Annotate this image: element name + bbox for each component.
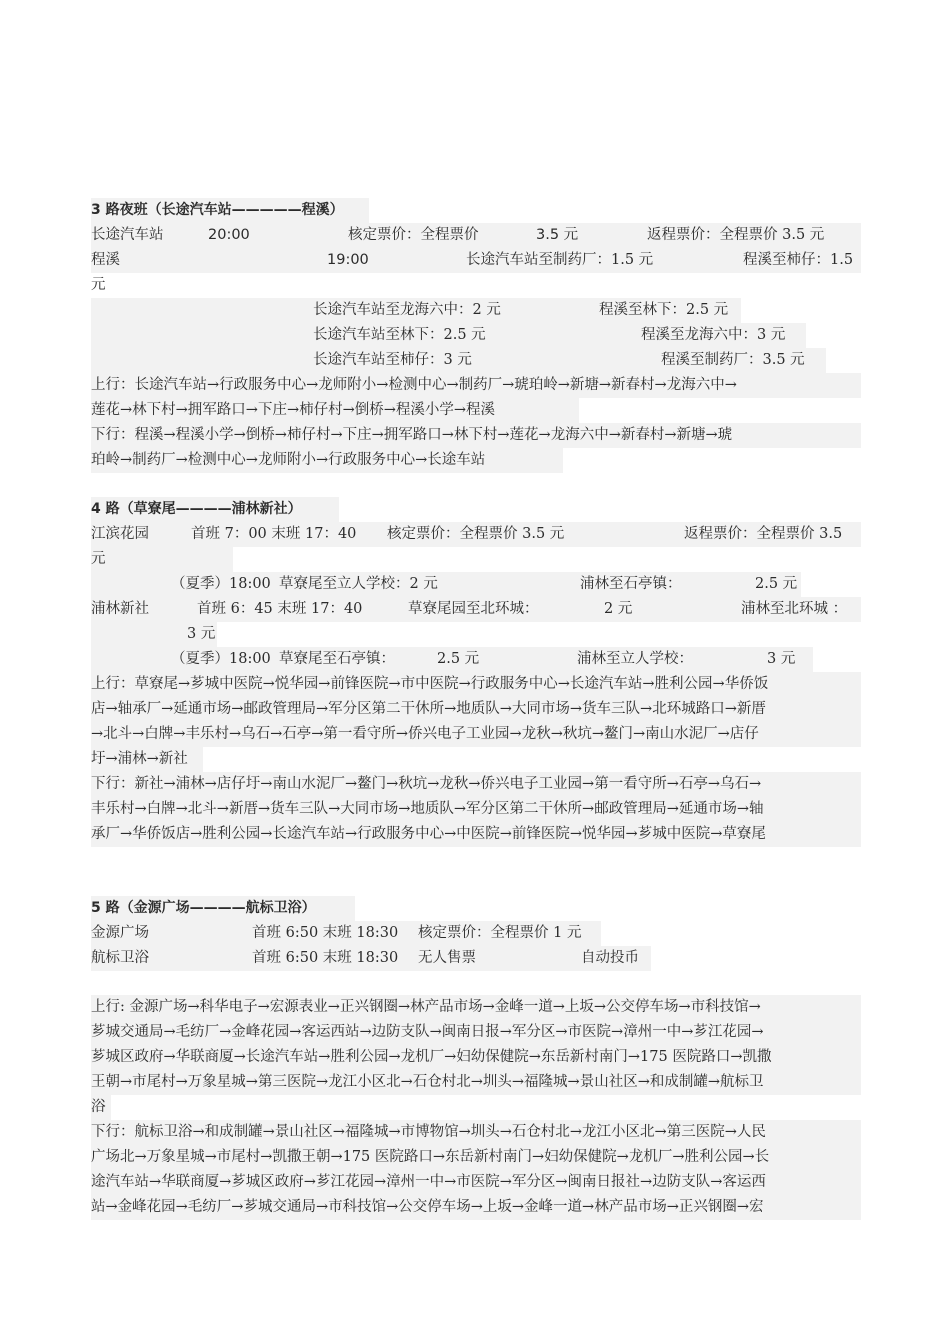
route3-fare-segment: 长途汽车站至柿仔：3 元 bbox=[313, 352, 472, 368]
route4-row3-cont bbox=[91, 622, 217, 647]
route4-row2 bbox=[91, 572, 801, 597]
route4-summer-time: （夏季）18:00 bbox=[171, 651, 271, 667]
route4-fare-label: 核定票价：全程票价 3.5 元 bbox=[387, 526, 565, 542]
route3-return-fare: 返程票价：全程票价 3.5 元 bbox=[647, 227, 825, 243]
route3-down-line-2: 珀岭→制药厂→检测中心→龙师附小→行政服务中心→长途车站 bbox=[91, 448, 563, 473]
route5-down-line-2: 广场北→万象星城→市尾村→凯撒王朝→175 医院路口→东岳新村南门→妇幼保健院→龙机厂→胜利公园→长 bbox=[91, 1145, 861, 1170]
route5-title: 5 路（金源广场————航标卫浴） bbox=[91, 896, 355, 921]
route4-fare-segment: 浦林至立人学校： bbox=[577, 651, 693, 667]
route4-down-line-3: 承厂→华侨饭店→胜利公园→长途汽车站→行政服务中心→中医院→前锋医院→悦华园→芗城中医院→草寮尾 bbox=[91, 822, 861, 847]
route5-down-line-1: 下行：航标卫浴→和成制罐→景山社区→福隆城→市博物馆→圳头→石仓村北→龙江小区北→第三医院→人民 bbox=[91, 1120, 861, 1145]
route5-row1 bbox=[91, 921, 601, 946]
route3-terminal-time: 19:00 bbox=[327, 252, 369, 268]
route5-down-line-4: 站→金峰花园→毛纺厂→芗城交通局→市科技馆→公交停车场→上坂→金峰一道→林产品市场→正兴钢圈→宏 bbox=[91, 1195, 861, 1220]
route4-row4 bbox=[91, 647, 813, 672]
route5-origin-times: 首班 6:50 末班 18:30 bbox=[252, 925, 399, 941]
route3-fare-segment: 长途汽车站至林下：2.5 元 bbox=[313, 327, 486, 343]
route3-fare-segment: 长途汽车站至制药厂：1.5 元 bbox=[466, 252, 654, 268]
route4-row1-cont: 元 bbox=[91, 547, 233, 572]
route4-fare-segment: 草寮尾园至北环城： bbox=[408, 601, 539, 617]
route3-origin-time: 20:00 bbox=[208, 227, 250, 243]
route3-fare-segment: 程溪至龙海六中：3 元 bbox=[641, 327, 786, 343]
route5-payment: 自动投币 bbox=[581, 950, 639, 966]
route3-row1 bbox=[91, 223, 861, 248]
route3-fare-segment: 长途汽车站至龙海六中：2 元 bbox=[313, 302, 501, 318]
route3-fare3 bbox=[91, 348, 826, 373]
route3-fare1 bbox=[91, 298, 741, 323]
route3-fare-value: 3.5 元 bbox=[536, 227, 579, 243]
route5-fare-label: 核定票价：全程票价 1 元 bbox=[418, 925, 582, 941]
route4-row1 bbox=[91, 522, 861, 547]
route4-fare-value: 2.5 元 bbox=[755, 576, 798, 592]
route4-down-line-1: 下行：新社→浦林→店仔圩→南山水泥厂→鳌门→秋坑→龙秋→侨兴电子工业园→第一看守所→石亭→乌石→ bbox=[91, 772, 861, 797]
route4-down-line-2: 丰乐村→白牌→北斗→新厝→货车三队→大同市场→地质队→军分区第二干休所→邮政管理局→延通市场→轴 bbox=[91, 797, 861, 822]
route3-row2-cont: 元 bbox=[91, 273, 111, 298]
route4-fare-segment: 草寮尾至立人学校：2 元 bbox=[279, 576, 438, 592]
route4-origin: 江滨花园 bbox=[91, 526, 149, 542]
route3-down-line-1: 下行：程溪→程溪小学→倒桥→柿仔村→下庄→拥军路口→林下村→莲花→龙海六中→新春村→新塘→琥 bbox=[91, 423, 861, 448]
route5-ticketing: 无人售票 bbox=[418, 950, 476, 966]
route3-row2 bbox=[91, 248, 861, 273]
route4-fare-segment: 浦林至石亭镇： bbox=[580, 576, 682, 592]
route4-up-line-4: 圩→浦林→新社 bbox=[91, 747, 203, 772]
route4-summer-time: （夏季）18:00 bbox=[171, 576, 271, 592]
route3-title: 3 路夜班（长途汽车站—————程溪） bbox=[91, 198, 369, 223]
route5-down-line-3: 途汽车站→华联商厦→芗城区政府→芗江花园→漳州一中→市医院→军分区→闽南日报社→边防支队→客运西 bbox=[91, 1170, 861, 1195]
route5-up-line-2: 芗城交通局→毛纺厂→金峰花园→客运西站→边防支队→闽南日报→军分区→市医院→漳州一中→芗江花园→ bbox=[91, 1020, 861, 1045]
route4-fare-value: 3 元 bbox=[767, 651, 796, 667]
route4-title: 4 路（草寮尾————浦林新社） bbox=[91, 497, 339, 522]
route5-up-line-3: 芗城区政府→华联商厦→长途汽车站→胜利公园→龙机厂→妇幼保健院→东岳新村南门→175 医院路口→凯撒 bbox=[91, 1045, 861, 1070]
route4-return-fare: 返程票价：全程票价 3.5 bbox=[684, 526, 843, 542]
route4-terminal: 浦林新社 bbox=[91, 601, 149, 617]
route5-up-line-4: 王朝→市尾村→万象星城→第三医院→龙江小区北→石仓村北→圳头→福隆城→景山社区→和成制罐→航标卫 bbox=[91, 1070, 861, 1095]
route4-row3 bbox=[91, 597, 861, 622]
route4-fare-value: 2.5 元 bbox=[437, 651, 480, 667]
route4-fare-value: 3 元 bbox=[187, 626, 216, 642]
route5-up-line-1: 上行: 金源广场→科华电子→宏源表业→正兴钢圈→林产品市场→金峰一道→上坂→公交停车场→市科技馆→ bbox=[91, 995, 861, 1020]
route3-fare-segment: 程溪至林下：2.5 元 bbox=[599, 302, 729, 318]
route4-terminal-times: 首班 6：45 末班 17：40 bbox=[197, 601, 363, 617]
route3-fare-label: 核定票价：全程票价 bbox=[348, 227, 479, 243]
route4-up-line-3: →北斗→白牌→丰乐村→乌石→石亭→第一看守所→侨兴电子工业园→龙秋→秋坑→鳌门→南山水泥厂→店仔 bbox=[91, 722, 861, 747]
route3-up-line-1: 上行：长途汽车站→行政服务中心→龙师附小→检测中心→制药厂→琥珀岭→新塘→新春村→龙海六中→ bbox=[91, 373, 861, 398]
route3-terminal: 程溪 bbox=[91, 252, 120, 268]
route3-fare-segment: 程溪至制药厂：3.5 元 bbox=[661, 352, 805, 368]
route3-origin: 长途汽车站 bbox=[91, 227, 164, 243]
route4-up-line-1: 上行：草寮尾→芗城中医院→悦华园→前锋医院→市中医院→行政服务中心→长途汽车站→胜利公园→华侨饭 bbox=[91, 672, 861, 697]
route5-terminal: 航标卫浴 bbox=[91, 950, 149, 966]
route5-origin: 金源广场 bbox=[91, 925, 149, 941]
route3-up-line-2: 莲花→林下村→拥军路口→下庄→柿仔村→倒桥→程溪小学→程溪 bbox=[91, 398, 579, 423]
route5-row2 bbox=[91, 946, 651, 971]
route4-origin-times: 首班 7：00 末班 17：40 bbox=[191, 526, 357, 542]
route4-fare-value: 2 元 bbox=[604, 601, 633, 617]
route5-up-line-5: 浴 bbox=[91, 1095, 111, 1120]
route5-terminal-times: 首班 6:50 末班 18:30 bbox=[252, 950, 399, 966]
route3-fare2 bbox=[91, 323, 806, 348]
route4-up-line-2: 店→轴承厂→延通市场→邮政管理局→军分区第二干休所→地质队→大同市场→货车三队→北环城路口→新厝 bbox=[91, 697, 861, 722]
route4-fare-segment: 草寮尾至石亭镇： bbox=[279, 651, 395, 667]
route3-fare-segment: 程溪至柿仔：1.5 bbox=[743, 252, 854, 268]
route4-fare-segment: 浦林至北环城 ： bbox=[741, 601, 848, 617]
